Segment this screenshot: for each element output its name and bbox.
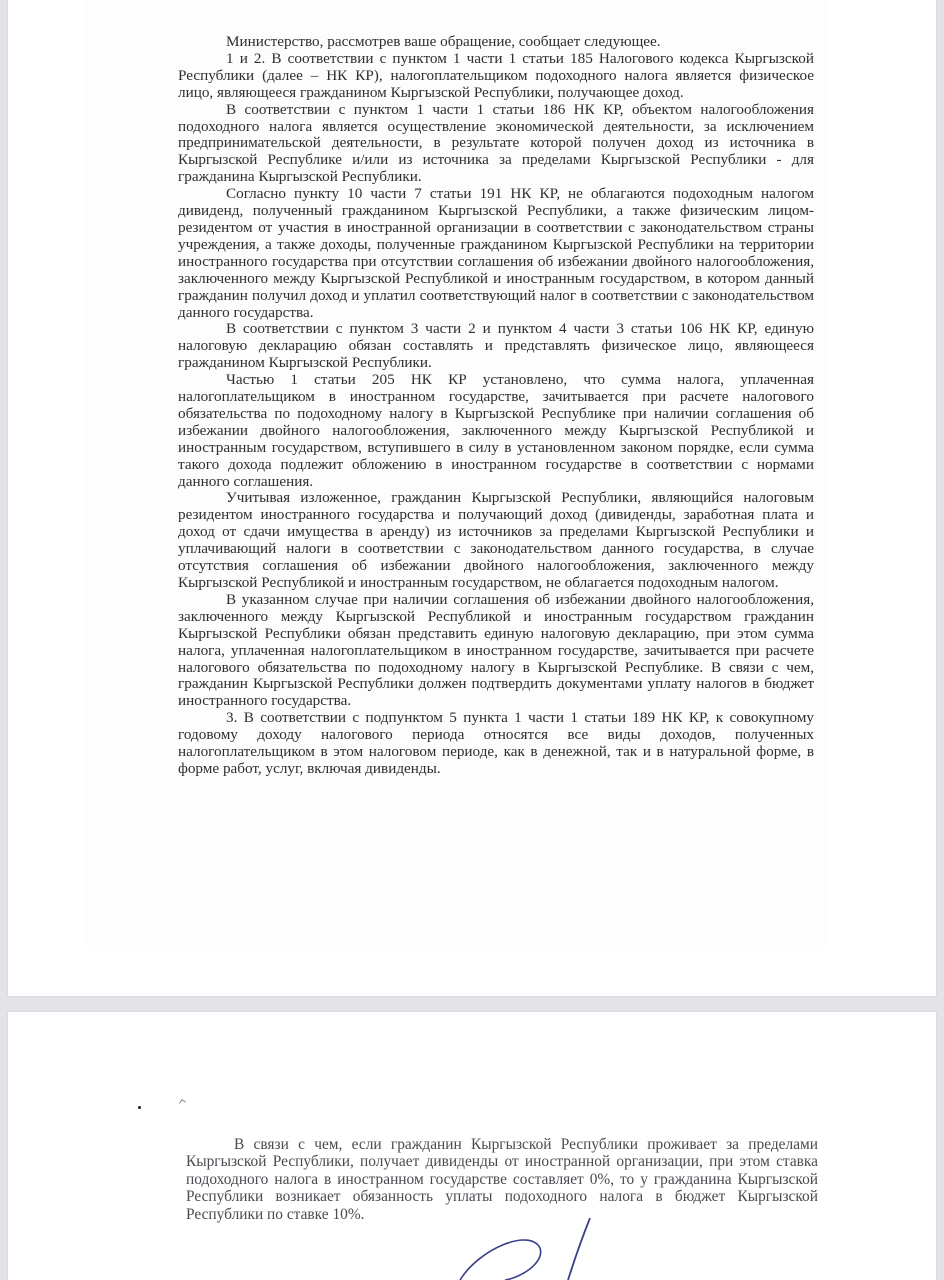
paragraph-intro: Министерство, рассмотрев ваше обращение, сообщает следующее. (226, 33, 661, 50)
paragraph-article-106: В соответствии с пунктом 3 части 2 и пунктом 4 части 3 статьи 106 НК КР, единую налоговую декларацию обязан составлять и представлять физическое лицо, являющееся гражданином Кыргызской Республики. (178, 320, 814, 372)
paragraph-treaty-case: В указанном случае при наличии соглашения об избежании двойного налогообложения, заключенного между Кыргызской Республикой и иностранным государством гражданин Кыргызской Республики обязан представить единую налоговую декларацию, при этом сумма налога, уплаченная налогоплательщиком в иностранном государстве, зачитывается при расчете налогового обязательства по подоходному налогу в Кыргызской Республике. В связи с чем, гражданин Кыргызской Республики должен подтвердить документами уплату налогов в бюджет иностранного государства. (178, 590, 814, 710)
paragraph-article-191: Согласно пункту 10 части 7 статьи 191 НК КР, не облагаются подоходным налогом дивиденд, полученный гражданином Кыргызской Республики, а также физическим лицом-резидентом от участия в иностранной организации в соответствии с законодательством страны учреждения, а также доходы, полученные гражданином Кыргызской Республики на территории иностранного государства при отсутствии соглашения об избежании двойного налогообложения, заключенного между Кыргызской Республикой и иностранным государством, в котором данный гражданин получил доход и уплатил соответствующий налог в соответствии с законодательством данного государства. (178, 185, 814, 321)
paragraph-article-186: В соответствии с пунктом 1 части 1 статьи 186 НК КР, объектом налогообложения подоходного налога является осуществление экономической деятельности, за исключением предпринимательской деятельности, в результате которой получен доход из источника в Кыргызской Республике и/или из источника за пределами Кыргызской Республики - для гражданина Кыргызской Республики. (178, 100, 814, 186)
paragraph-article-205: Частью 1 статьи 205 НК КР установлено, что сумма налога, уплаченная налогоплательщиком в иностранном государстве, зачитывается при расчете налогового обязательства по подоходному налогу в Кыргызской Республике при наличии соглашения об избежании двойного налогообложения, заключенного между Кыргызской Республикой и иностранным государством, вступившего в силу в установленном законом порядке, если сумма такого дохода подлежит обложению в иностранном государстве в соответствии с нормами данного соглашения. (178, 371, 814, 490)
scan-speck (138, 1106, 141, 1109)
paragraph-item-1-2: 1 и 2. В соответствии с пунктом 1 части 1 статьи 185 Налогового кодекса Кыргызской Республики (далее – НК КР), налогоплательщиком подоходного налога является физическое лицо, являющееся гражданином Кыргызской Республики, получающее доход. (178, 49, 814, 101)
paragraph-item-3: 3. В соответствии с подпунктом 5 пункта 1 части 1 статьи 189 НК КР, к совокупному годовому доходу налогового периода относятся все виды доходов, полученных налогоплательщиком в этом налоговом периоде, как в денежной, так и в натуральной форме, в форме работ, услуг, включая дивиденды. (178, 709, 814, 777)
paragraph-final: В связи с чем, если гражданин Кыргызской Республики проживает за пределами Кыргызской Республики, получает дивиденды от иностранной организации, при этом ставка подоходного налога в иностранном государстве составляет 0%, то у гражданина Кыргызской Республики возникает обязанность уплаты подоходного налога в бюджет Кыргызской Республики по ставке 10%. (186, 1136, 818, 1223)
page-1-body (178, 34, 814, 778)
signature-icon (450, 1218, 610, 1280)
paragraph-conclusion: Учитывая изложенное, гражданин Кыргызской Республики, являющийся налоговым резидентом иностранного государства и получающий доход (дивиденды, заработная плата и доход от сдачи имущества в аренду) из источников за пределами Кыргызской Республики и уплачивающий налоги в соответствии с законодательством данного государства, в случае отсутствия соглашения об избежании двойного налогообложения, заключенного между Кыргызской Республикой и иностранным государством, не облагается подоходным налогом. (178, 489, 814, 591)
page-2-body (186, 1136, 818, 1223)
